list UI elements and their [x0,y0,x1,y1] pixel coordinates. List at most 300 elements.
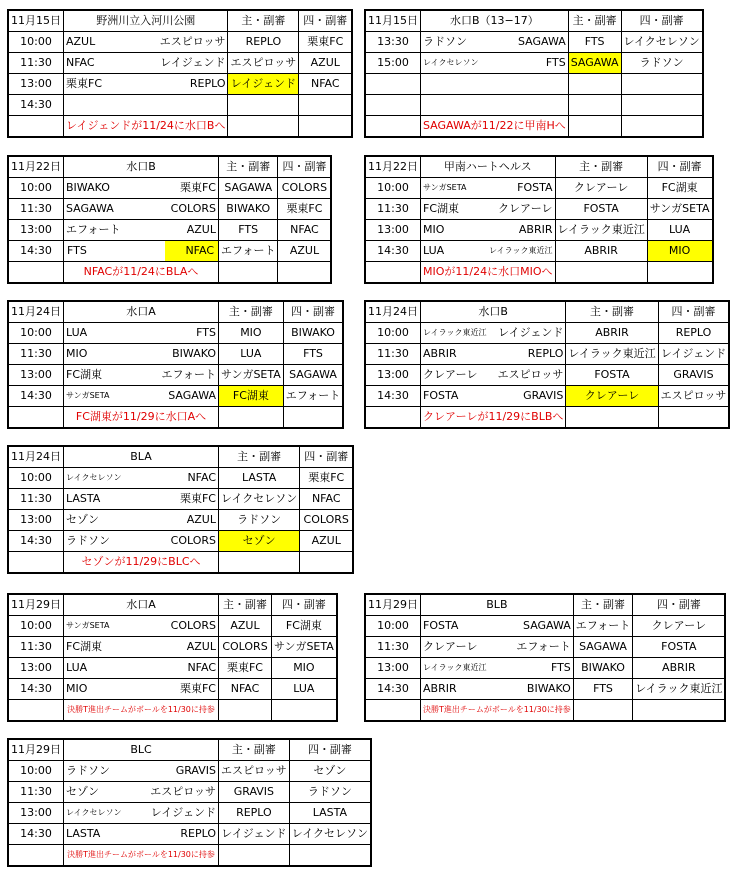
fourth-referee: MIO [647,241,712,262]
table-row [365,658,725,679]
main-referee: NFAC [219,679,272,700]
header-row [365,156,713,178]
fourth-referee: MIO [272,658,337,679]
date-cell: 11月24日 [8,301,64,323]
match-cell [421,95,569,116]
ref-main-header: 主・副審 [219,739,290,761]
main-referee: BIWAKO [573,658,632,679]
main-referee: エフォート [219,241,278,262]
home-team: レイクセレソン [66,473,122,482]
table-row [8,199,331,220]
match-cell [64,199,219,220]
header-row [8,301,343,323]
away-team: REPLO [527,347,564,360]
fourth-referee: FC湖東 [647,178,712,199]
home-team: ABRIR [423,347,457,360]
fourth-referee: ラドソン [621,53,703,74]
main-referee: SAGAWA [568,53,621,74]
match-cell [64,510,219,531]
fourth-referee: ABRIR [633,658,726,679]
date-cell: 11月29日 [8,594,64,616]
match-cell [421,679,574,700]
table-row [365,74,703,95]
away-team: COLORS [170,534,216,547]
fourth-referee: レイクセレソン [289,824,371,845]
match-cell [64,679,219,700]
ref-four-header: 四・副審 [658,301,729,323]
fourth-referee: NFAC [278,220,332,241]
ref-four-header: 四・副審 [300,446,354,468]
away-team: AZUL [186,513,216,526]
note-cell: NFACが11/24にBLAへ [64,262,219,284]
table-row [8,679,337,700]
venue-cell: BLB [421,594,574,616]
note-cell: 決勝T進出チームがボールを11/30に持参 [64,845,219,867]
match-cell [421,32,569,53]
time-cell: 14:30 [8,386,64,407]
note-row [8,552,353,574]
home-team: BIWAKO [66,181,110,194]
match-cell [64,468,219,489]
away-team: エスピロッサ [159,35,226,48]
away-team: REPLO [180,827,216,840]
home-team: LUA [66,326,88,339]
match-cell [64,74,228,95]
time-cell: 14:30 [8,679,64,700]
time-cell: 11:30 [365,344,421,365]
match-cell [421,199,556,220]
schedule-table [7,9,353,138]
schedule-table [364,155,714,284]
fourth-referee: ラドソン [289,782,371,803]
match-cell [421,220,556,241]
time-cell: 11:30 [8,53,64,74]
ref-main-header: 主・副審 [568,10,621,32]
home-team: FC湖東 [66,368,103,381]
table-row [8,32,352,53]
away-team: GRAVIS [523,389,564,402]
home-team: セゾン [66,513,99,526]
table-row [8,510,353,531]
main-referee: セゾン [219,531,300,552]
main-referee: エスピロッサ [228,53,299,74]
table-row [8,220,331,241]
home-team: FOSTA [423,619,459,632]
home-team: サンガSETA [66,621,110,630]
match-cell [64,782,219,803]
ref-four-header: 四・副審 [299,10,353,32]
fourth-referee: レイラック東近江 [633,679,726,700]
main-referee: SAGAWA [219,178,278,199]
away-team: AZUL [186,223,216,236]
main-referee: LUA [219,344,284,365]
away-team: AZUL [186,640,216,653]
away-team: GRAVIS [175,764,216,777]
header-row [8,594,337,616]
note-row [365,116,703,138]
table-row [365,616,725,637]
away-team: エフォート [516,640,571,653]
time-cell: 11:30 [8,344,64,365]
fourth-referee: エフォート [283,386,343,407]
note-cell: 決勝T進出チームがボールを11/30に持参 [421,700,574,722]
ref-main-header: 主・副審 [219,301,284,323]
match-cell [421,241,556,262]
match-cell [421,344,566,365]
match-cell [421,616,574,637]
match-cell [64,637,219,658]
match-cell [421,658,574,679]
main-referee: FOSTA [555,199,647,220]
time-cell: 10:00 [8,178,64,199]
home-team: MIO [423,223,445,236]
fourth-referee: SAGAWA [283,365,343,386]
fourth-referee: レイジェンド [658,344,729,365]
away-team: SAGAWA [517,35,566,48]
header-row [8,10,352,32]
away-team: FTS [196,326,216,339]
time-cell: 13:00 [8,74,64,95]
main-referee: FOSTA [566,365,658,386]
note-cell: FC湖東が11/29に水口Aへ [64,407,219,429]
ref-main-header: 主・副審 [228,10,299,32]
note-cell: レイジェンドが11/24に水口Bへ [64,116,228,138]
fourth-referee: サンガSETA [647,199,712,220]
time-cell: 14:30 [365,386,421,407]
table-row [365,95,703,116]
main-referee: BIWAKO [219,199,278,220]
schedule-table [364,593,726,722]
main-referee: GRAVIS [219,782,290,803]
note-row [8,407,343,429]
table-row [8,74,352,95]
note-row [8,845,371,867]
schedule-table [7,300,344,429]
main-referee: エフォート [573,616,632,637]
match-cell [64,53,228,74]
main-referee: クレアーレ [555,178,647,199]
time-cell: 14:30 [8,241,64,262]
time-cell: 14:30 [8,531,64,552]
note-row [365,700,725,722]
ref-four-header: 四・副審 [278,156,332,178]
away-team: FOSTA [517,181,553,194]
away-team: NFAC [187,471,216,484]
header-row [365,301,729,323]
table-row [365,386,729,407]
home-team: NFAC [66,56,95,69]
away-team: クレアーレ [498,202,553,215]
table-row [8,782,371,803]
main-referee: LASTA [219,468,300,489]
away-team: エフォート [161,368,216,381]
venue-cell: 水口A [64,301,219,323]
match-cell [421,386,566,407]
time-cell: 11:30 [8,637,64,658]
match-cell [421,74,569,95]
away-team: BIWAKO [172,347,216,360]
main-referee: レイジェンド [219,824,290,845]
away-team: レイジェンド [160,56,226,69]
main-referee: FTS [219,220,278,241]
main-referee: レイラック東近江 [555,220,647,241]
time-cell: 10:00 [8,323,64,344]
fourth-referee [299,95,353,116]
main-referee: FC湖東 [219,386,284,407]
home-team: ラドソン [423,35,467,48]
main-referee: REPLO [219,803,290,824]
match-cell [64,531,219,552]
fourth-referee: GRAVIS [658,365,729,386]
away-team: レイラック東近江 [489,246,553,255]
time-cell: 11:30 [8,782,64,803]
home-team: SAGAWA [66,202,114,215]
away-team: ABRIR [518,223,553,236]
venue-cell: 水口A [64,594,219,616]
table-row [365,323,729,344]
table-row [8,95,352,116]
home-team: ラドソン [66,764,110,777]
home-team: LUA [423,244,445,257]
home-team: クレアーレ [423,640,478,653]
fourth-referee: 栗東FC [278,199,332,220]
time-cell: 11:30 [365,199,421,220]
away-team: レイジェンド [150,806,216,819]
table-row [365,53,703,74]
main-referee: ラドソン [219,510,300,531]
note-cell: SAGAWAが11/22に甲南Hへ [421,116,569,138]
table-row [365,241,713,262]
away-team: 栗東FC [179,682,216,695]
ref-main-header: 主・副審 [219,594,272,616]
table-row [365,32,703,53]
main-referee: COLORS [219,637,272,658]
schedule-table [7,445,354,574]
table-row [8,365,343,386]
table-row [8,761,371,782]
header-row [365,10,703,32]
main-referee: レイクセレソン [219,489,300,510]
main-referee: サンガSETA [219,365,284,386]
table-row [8,241,331,262]
time-cell: 15:00 [365,53,421,74]
time-cell: 10:00 [8,32,64,53]
fourth-referee: REPLO [658,323,729,344]
ref-four-header: 四・副審 [283,301,343,323]
match-cell [64,95,228,116]
away-team: COLORS [170,202,216,215]
note-cell: クレアーレが11/29にBLBへ [421,407,566,429]
home-team: AZUL [66,35,96,48]
table-row [8,803,371,824]
away-team: REPLO [189,77,226,90]
main-referee: MIO [219,323,284,344]
match-cell [64,616,219,637]
match-cell [64,32,228,53]
home-team: LASTA [66,827,101,840]
table-row [365,365,729,386]
match-cell [64,386,219,407]
main-referee: ABRIR [566,323,658,344]
home-team: LUA [66,661,88,674]
time-cell: 13:00 [365,220,421,241]
match-cell [64,489,219,510]
time-cell: 13:00 [8,365,64,386]
date-cell: 11月15日 [8,10,64,32]
away-team: COLORS [170,619,216,632]
away-team: NFAC [165,241,218,261]
time-cell: 13:00 [8,220,64,241]
home-team: MIO [66,682,88,695]
time-cell: 10:00 [365,616,421,637]
table-row [365,344,729,365]
home-team: レイラック東近江 [423,663,487,672]
venue-cell: 水口B [421,301,566,323]
main-referee: エスピロッサ [219,761,290,782]
venue-cell: BLA [64,446,219,468]
header-row [8,156,331,178]
ref-main-header: 主・副審 [219,446,300,468]
table-row [8,344,343,365]
match-cell [64,178,219,199]
away-team: エスピロッサ [497,368,564,381]
date-cell: 11月22日 [365,156,421,178]
note-row [365,262,713,284]
ref-main-header: 主・副審 [566,301,658,323]
note-row [365,407,729,429]
time-cell: 13:30 [365,32,421,53]
ref-four-header: 四・副審 [633,594,726,616]
time-cell: 11:30 [8,199,64,220]
main-referee: クレアーレ [566,386,658,407]
date-cell: 11月24日 [365,301,421,323]
time-cell: 11:30 [365,637,421,658]
header-row [365,594,725,616]
table-row [8,616,337,637]
fourth-referee: COLORS [278,178,332,199]
home-team: エフォート [66,223,121,236]
away-team: 栗東FC [179,181,216,194]
venue-cell: 水口B（13−17） [421,10,569,32]
fourth-referee: COLORS [300,510,354,531]
note-row [8,262,331,284]
ref-four-header: 四・副審 [621,10,703,32]
time-cell: 11:30 [8,489,64,510]
ref-main-header: 主・副審 [555,156,647,178]
time-cell: 13:00 [8,803,64,824]
ref-main-header: 主・副審 [219,156,278,178]
table-row [365,220,713,241]
match-cell [421,365,566,386]
away-team: 栗東FC [179,492,216,505]
fourth-referee: FC湖東 [272,616,337,637]
schedule-table [7,593,338,722]
table-row [8,824,371,845]
fourth-referee: LASTA [289,803,371,824]
venue-cell: 野洲川立入河川公園 [64,10,228,32]
fourth-referee: 栗東FC [300,468,354,489]
time-cell: 14:30 [8,95,64,116]
match-cell [64,824,219,845]
main-referee: ABRIR [555,241,647,262]
ref-main-header: 主・副審 [573,594,632,616]
table-row [365,637,725,658]
time-cell: 14:30 [8,824,64,845]
main-referee [228,95,299,116]
time-cell: 10:00 [8,468,64,489]
ref-four-header: 四・副審 [647,156,712,178]
home-team: クレアーレ [423,368,478,381]
main-referee: AZUL [219,616,272,637]
main-referee: レイジェンド [228,74,299,95]
note-cell: セゾンが11/29にBLCへ [64,552,219,574]
home-team: MIO [66,347,88,360]
fourth-referee [621,74,703,95]
fourth-referee: NFAC [300,489,354,510]
venue-cell: BLC [64,739,219,761]
header-row [8,739,371,761]
home-team: セゾン [66,785,99,798]
date-cell: 11月22日 [8,156,64,178]
home-team: FOSTA [423,389,459,402]
fourth-referee: FTS [283,344,343,365]
venue-cell: 水口B [64,156,219,178]
time-cell: 13:00 [365,658,421,679]
note-row [8,700,337,722]
home-team: レイラック東近江 [423,328,487,337]
fourth-referee: LUA [272,679,337,700]
match-cell [64,241,219,262]
time-cell: 13:00 [365,365,421,386]
table-row [365,178,713,199]
fourth-referee [621,95,703,116]
match-cell [64,220,219,241]
date-cell: 11月29日 [365,594,421,616]
time-cell: 14:30 [365,679,421,700]
match-cell [64,658,219,679]
table-row [8,531,353,552]
date-cell: 11月24日 [8,446,64,468]
table-row [8,489,353,510]
home-team: レイクセレソン [423,58,479,67]
away-team: BIWAKO [526,682,571,695]
time-cell: 10:00 [8,761,64,782]
table-row [8,323,343,344]
time-cell [365,95,421,116]
fourth-referee: 栗東FC [299,32,353,53]
schedule-table [7,155,332,284]
ref-four-header: 四・副審 [289,739,371,761]
venue-cell: 甲南ハートヘルス [421,156,556,178]
table-row [8,386,343,407]
match-cell [64,761,219,782]
header-row [8,446,353,468]
home-team: 栗東FC [66,77,103,90]
main-referee: FTS [568,32,621,53]
home-team: FC湖東 [66,640,103,653]
date-cell: 11月15日 [365,10,421,32]
schedule-table [364,300,730,429]
time-cell: 10:00 [365,323,421,344]
fourth-referee: サンガSETA [272,637,337,658]
match-cell [64,323,219,344]
main-referee [568,95,621,116]
table-row [8,468,353,489]
ref-four-header: 四・副審 [272,594,337,616]
away-team: NFAC [187,661,216,674]
table-row [8,637,337,658]
away-team: エスピロッサ [150,785,216,798]
